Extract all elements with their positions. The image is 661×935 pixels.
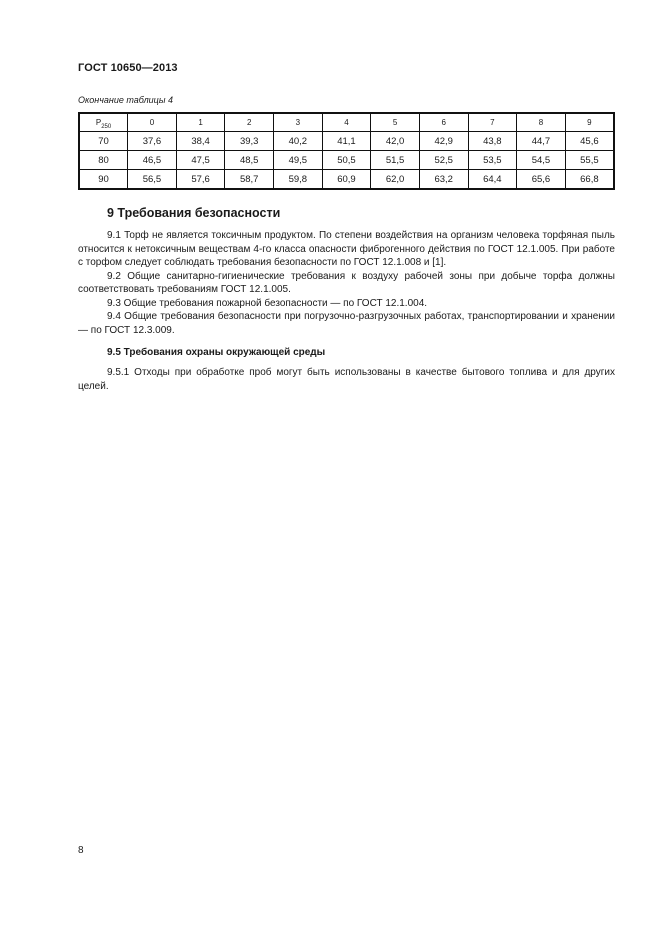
table-cell: 49,5 <box>274 151 323 170</box>
table-header-label: $P_{250}$ <box>79 113 128 132</box>
table-cell: 47,5 <box>176 151 225 170</box>
section-body <box>78 229 615 337</box>
table-cell: 60,9 <box>322 170 371 190</box>
table-cell: 56,5 <box>128 170 177 190</box>
column-header: 3 <box>274 113 323 132</box>
table-cell: 62,0 <box>371 170 420 190</box>
paragraph: 9.2 Общие санитарно-гигиенические требования к воздуху рабочей зоны при добыче торфа должны соответствовать требованиям ГОСТ 12.1.005. <box>78 270 615 295</box>
subsection-body <box>78 366 615 393</box>
table-cell: 48,5 <box>225 151 274 170</box>
table-cell: 66,8 <box>565 170 614 190</box>
paragraph: 9.4 Общие требования безопасности при погрузочно-разгрузочных работах, транспортировании и хранении — по ГОСТ 12.3.009. <box>78 311 615 336</box>
table-row <box>79 132 614 151</box>
table-row <box>79 170 614 190</box>
table-cell: 39,3 <box>225 132 274 151</box>
table-cell: 64,4 <box>468 170 517 190</box>
table-cell: 50,5 <box>322 151 371 170</box>
table-cell: 55,5 <box>565 151 614 170</box>
table-cell: 59,8 <box>274 170 323 190</box>
column-header: 5 <box>371 113 420 132</box>
table-cell: 58,7 <box>225 170 274 190</box>
row-label: 70 <box>79 132 128 151</box>
table-cell: 46,5 <box>128 151 177 170</box>
column-header: 2 <box>225 113 274 132</box>
paragraph: 9.3 Общие требования пожарной безопасности — по ГОСТ 12.1.004. <box>107 297 428 309</box>
paragraph: 9.1 Торф не является токсичным продуктом. По степени воздействия на организм человека торфяная пыль относится к нетоксичным веществам 4-го класса опасности фиброгенного действия по ГОСТ 12.1.005. При работе с торфом следует соблюдать требования безопасности по ГОСТ 12.1.008 и [1]. <box>78 230 615 268</box>
column-header: 6 <box>419 113 468 132</box>
document-header: ГОСТ 10650—2013 <box>78 62 178 74</box>
table-cell: 45,6 <box>565 132 614 151</box>
table-cell: 52,5 <box>419 151 468 170</box>
subsection-title: 9.5 Требования охраны окружающей среды <box>107 347 326 358</box>
column-header: 7 <box>468 113 517 132</box>
data-table <box>78 112 615 190</box>
table-cell: 43,8 <box>468 132 517 151</box>
table-caption: Окончание таблицы 4 <box>78 95 173 105</box>
page-number: 8 <box>78 845 84 856</box>
table-cell: 44,7 <box>517 132 566 151</box>
table-cell: 41,1 <box>322 132 371 151</box>
table-cell: 38,4 <box>176 132 225 151</box>
column-header: 4 <box>322 113 371 132</box>
table-cell: 42,0 <box>371 132 420 151</box>
table-cell: 40,2 <box>274 132 323 151</box>
table-cell: 42,9 <box>419 132 468 151</box>
column-header: 1 <box>176 113 225 132</box>
column-header: 0 <box>128 113 177 132</box>
row-label: 80 <box>79 151 128 170</box>
table-row <box>79 151 614 170</box>
table-header-row <box>79 113 614 132</box>
table-cell: 37,6 <box>128 132 177 151</box>
section-title: 9 Требования безопасности <box>107 206 281 220</box>
table-cell: 65,6 <box>517 170 566 190</box>
table-cell: 63,2 <box>419 170 468 190</box>
table-cell: 57,6 <box>176 170 225 190</box>
table-cell: 51,5 <box>371 151 420 170</box>
row-label: 90 <box>79 170 128 190</box>
column-header: 9 <box>565 113 614 132</box>
table-cell: 53,5 <box>468 151 517 170</box>
column-header: 8 <box>517 113 566 132</box>
table-cell: 54,5 <box>517 151 566 170</box>
header-subscript: 250 <box>101 124 112 130</box>
paragraph: 9.5.1 Отходы при обработке проб могут быть использованы в качестве бытового топлива и для других целей. <box>78 367 615 392</box>
